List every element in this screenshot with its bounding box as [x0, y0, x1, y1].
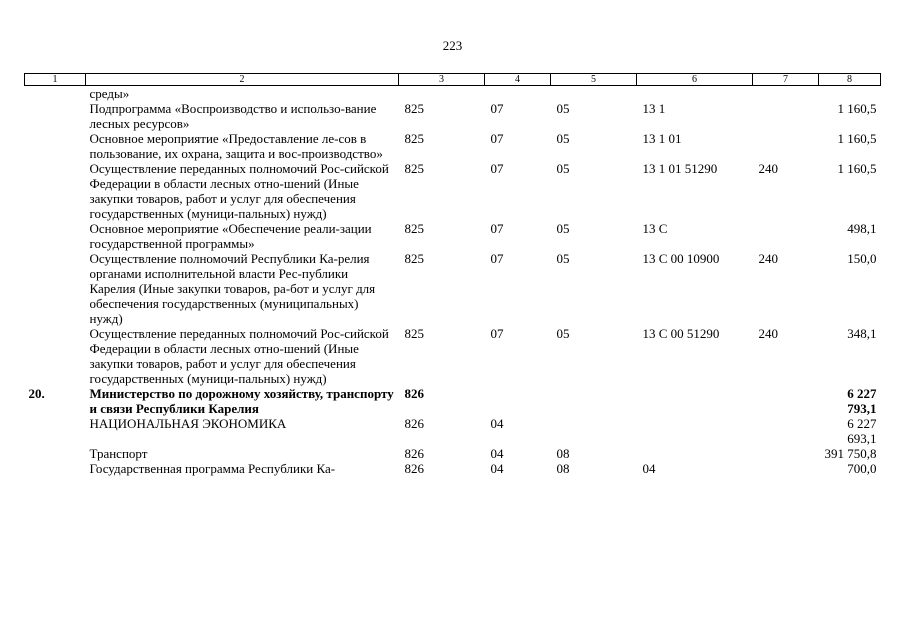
row-number: 20.	[28, 386, 45, 401]
row-code-4: 04	[490, 416, 504, 431]
row-code-3: 826	[404, 386, 424, 401]
table-row	[25, 251, 881, 326]
row-name: Подпрограмма «Воспроизводство и использо-вание лесных ресурсов»	[89, 101, 377, 131]
row-code-4	[485, 86, 551, 102]
row-code-6	[637, 386, 753, 416]
row-amount: 700,0	[847, 461, 877, 476]
row-code-7	[753, 416, 819, 446]
row-name: Осуществление полномочий Республики Ка-релия органами исполнительной власти Рес-публики Карелия (Иные закупки товаров, ра-бот и услуг для обеспечения государственных (муниципальных) нужд)	[89, 251, 376, 326]
row-code-3	[399, 86, 485, 102]
row-code-4: 07	[490, 161, 504, 176]
row-code-7: 240	[758, 161, 778, 176]
row-code-3: 825	[404, 326, 424, 341]
row-code-6	[637, 416, 753, 446]
row-code-3: 825	[404, 131, 424, 146]
column-header-3: 3	[399, 74, 485, 86]
row-amount: 391 750,8	[824, 446, 877, 461]
row-number	[25, 86, 86, 102]
row-code-3: 826	[404, 446, 424, 461]
column-header-7: 7	[753, 74, 819, 86]
row-code-5: 08	[556, 446, 570, 461]
row-code-5: 05	[556, 221, 570, 236]
row-code-4: 07	[490, 131, 504, 146]
row-code-3: 825	[404, 161, 424, 176]
row-code-3: 826	[404, 461, 424, 476]
row-code-4: 07	[490, 326, 504, 341]
row-code-4: 07	[490, 101, 504, 116]
table-row	[25, 416, 881, 446]
row-name: Осуществление переданных полномочий Рос-сийской Федерации в области лесных отно-шений (Иные закупки товаров, работ и услуг для обеспечения государственных (муници-пальных) нужд)	[89, 326, 389, 386]
row-code-6	[637, 86, 753, 102]
row-number	[25, 131, 86, 161]
row-number	[25, 251, 86, 326]
row-code-6: 13 1 01	[642, 131, 682, 146]
row-amount: 1 160,5	[837, 101, 877, 116]
row-name: Основное мероприятие «Предоставление ле-сов в пользование, их охрана, защита и вос-производство»	[89, 131, 383, 161]
row-code-3: 825	[404, 101, 424, 116]
table-body	[25, 86, 881, 477]
row-number	[25, 326, 86, 386]
table-row	[25, 161, 881, 221]
row-number	[25, 461, 86, 476]
row-number	[25, 416, 86, 446]
row-code-6	[637, 446, 753, 461]
row-code-4: 07	[490, 251, 504, 266]
column-header-4: 4	[485, 74, 551, 86]
column-header-1: 1	[25, 74, 86, 86]
row-code-4	[485, 386, 551, 416]
row-code-6: 13 1	[642, 101, 666, 116]
row-name: Государственная программа Республики Ка-	[89, 461, 336, 476]
row-code-7: 240	[758, 251, 778, 266]
row-code-6: 13 С 00 10900	[642, 251, 720, 266]
table-row	[25, 221, 881, 251]
row-code-7	[753, 101, 819, 131]
row-code-3: 825	[404, 221, 424, 236]
column-header-5: 5	[551, 74, 637, 86]
row-number	[25, 446, 86, 461]
row-amount: 1 160,5	[837, 131, 877, 146]
row-code-4: 04	[490, 446, 504, 461]
column-header-6: 6	[637, 74, 753, 86]
table-row	[25, 461, 881, 476]
row-number	[25, 161, 86, 221]
row-code-6: 13 С	[642, 221, 668, 236]
table-row	[25, 101, 881, 131]
row-amount	[819, 86, 881, 102]
row-code-6: 04	[642, 461, 656, 476]
row-code-6: 13 1 01 51290	[642, 161, 718, 176]
row-name: Осуществление переданных полномочий Рос-сийской Федерации в области лесных отно-шений (Иные закупки товаров, работ и услуг для обеспечения государственных (муници-пальных) нужд)	[89, 161, 389, 221]
row-code-5: 05	[556, 326, 570, 341]
row-name: Министерство по дорожному хозяйству, транспорту и связи Республики Карелия	[89, 386, 394, 416]
row-amount: 1 160,5	[837, 161, 877, 176]
row-code-5: 05	[556, 131, 570, 146]
row-amount: 6 227 793,1	[847, 386, 877, 416]
row-code-6: 13 С 00 51290	[642, 326, 720, 341]
row-code-7	[753, 446, 819, 461]
row-code-7	[753, 461, 819, 476]
row-number	[25, 221, 86, 251]
row-code-3: 826	[404, 416, 424, 431]
row-name: НАЦИОНАЛЬНАЯ ЭКОНОМИКА	[89, 416, 287, 431]
row-code-5: 08	[556, 461, 570, 476]
row-code-7	[753, 386, 819, 416]
row-amount: 6 227 693,1	[847, 416, 877, 446]
row-code-3: 825	[404, 251, 424, 266]
row-code-5	[551, 386, 637, 416]
row-code-5: 05	[556, 251, 570, 266]
row-code-5: 05	[556, 101, 570, 116]
row-code-7	[753, 131, 819, 161]
table-header	[25, 74, 881, 86]
column-header-2: 2	[86, 74, 399, 86]
row-code-5	[551, 416, 637, 446]
row-name: Транспорт	[89, 446, 148, 461]
table-row	[25, 446, 881, 461]
row-code-4: 07	[490, 221, 504, 236]
row-number	[25, 101, 86, 131]
row-name: среды»	[89, 86, 130, 101]
table-row	[25, 386, 881, 416]
row-name: Основное мероприятие «Обеспечение реали-зации государственной программы»	[89, 221, 372, 251]
row-code-7	[753, 221, 819, 251]
row-amount: 348,1	[847, 326, 877, 341]
row-code-7: 240	[758, 326, 778, 341]
row-code-5: 05	[556, 161, 570, 176]
row-code-7	[753, 86, 819, 102]
budget-table	[24, 73, 881, 476]
table-row	[25, 86, 881, 102]
row-amount: 150,0	[847, 251, 877, 266]
table-row	[25, 131, 881, 161]
row-code-5	[551, 86, 637, 102]
row-amount: 498,1	[847, 221, 877, 236]
table-row	[25, 326, 881, 386]
row-code-4: 04	[490, 461, 504, 476]
column-header-8: 8	[819, 74, 881, 86]
page-number: 223	[442, 38, 463, 53]
